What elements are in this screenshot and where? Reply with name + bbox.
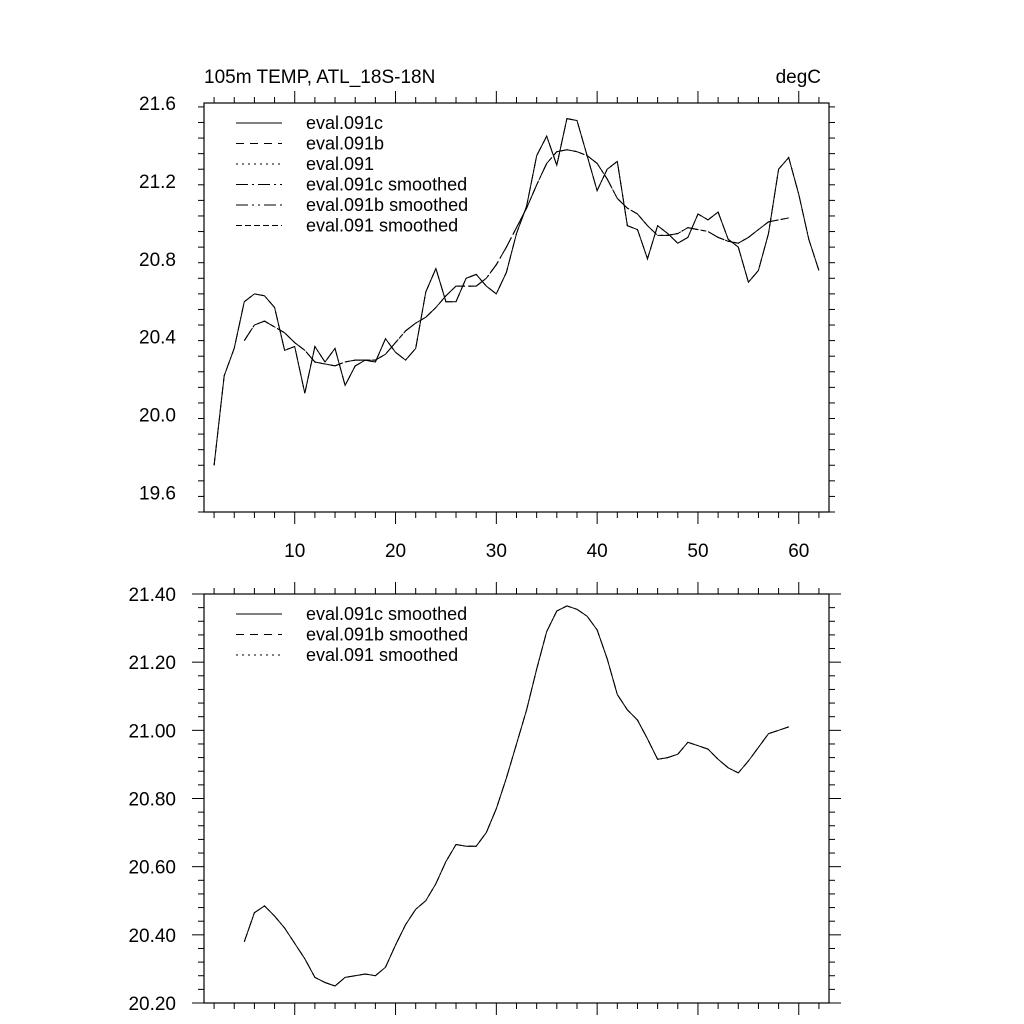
legend-label: eval.091 [306,154,375,174]
plot-frame [204,594,829,1003]
series-group [214,119,819,466]
y-tick-label: 20.8 [139,249,176,271]
x-tick-label: 60 [788,541,810,562]
legend-label: eval.091b smoothed [306,624,469,645]
legend-label: eval.091b smoothed [306,195,469,215]
units-label: degC [775,67,821,88]
y-tick-label: 20.60 [128,857,176,879]
x-tick-label: 30 [485,541,507,562]
y-tick-label: 20.0 [139,405,176,427]
series-line-eval-091 [214,119,819,466]
panel-1 [139,67,835,562]
x-tick-label: 10 [284,541,306,562]
legend-label: eval.091c [306,113,384,133]
x-tick-label: 20 [384,541,407,562]
y-tick-label: 20.80 [128,789,176,811]
legend-label: eval.091 smoothed [306,215,459,236]
plot-frame [204,103,829,512]
series-line-eval-091b [214,119,819,466]
legend-label: eval.091c smoothed [306,174,468,195]
y-tick-label: 20.4 [139,327,176,349]
y-tick-label: 21.6 [139,94,176,115]
y-tick-label: 19.6 [139,483,176,505]
legend-label: eval.091c smoothed [306,604,468,624]
x-tick-label: 40 [586,541,608,562]
x-tick-label: 50 [687,541,709,562]
series-line-eval-091c [214,119,819,466]
y-tick-label: 21.40 [128,585,176,606]
panel-2 [128,582,841,1015]
chart-title: 105m TEMP, ATL_18S-18N [204,67,436,88]
y-tick-label: 20.40 [128,925,176,947]
y-tick-label: 21.20 [128,653,176,675]
legend-label: eval.091b [306,133,385,154]
y-tick-label: 21.00 [128,721,176,743]
y-tick-label: 20.20 [128,994,176,1015]
legend-label: eval.091 smoothed [306,645,459,665]
y-tick-label: 21.2 [139,171,176,193]
